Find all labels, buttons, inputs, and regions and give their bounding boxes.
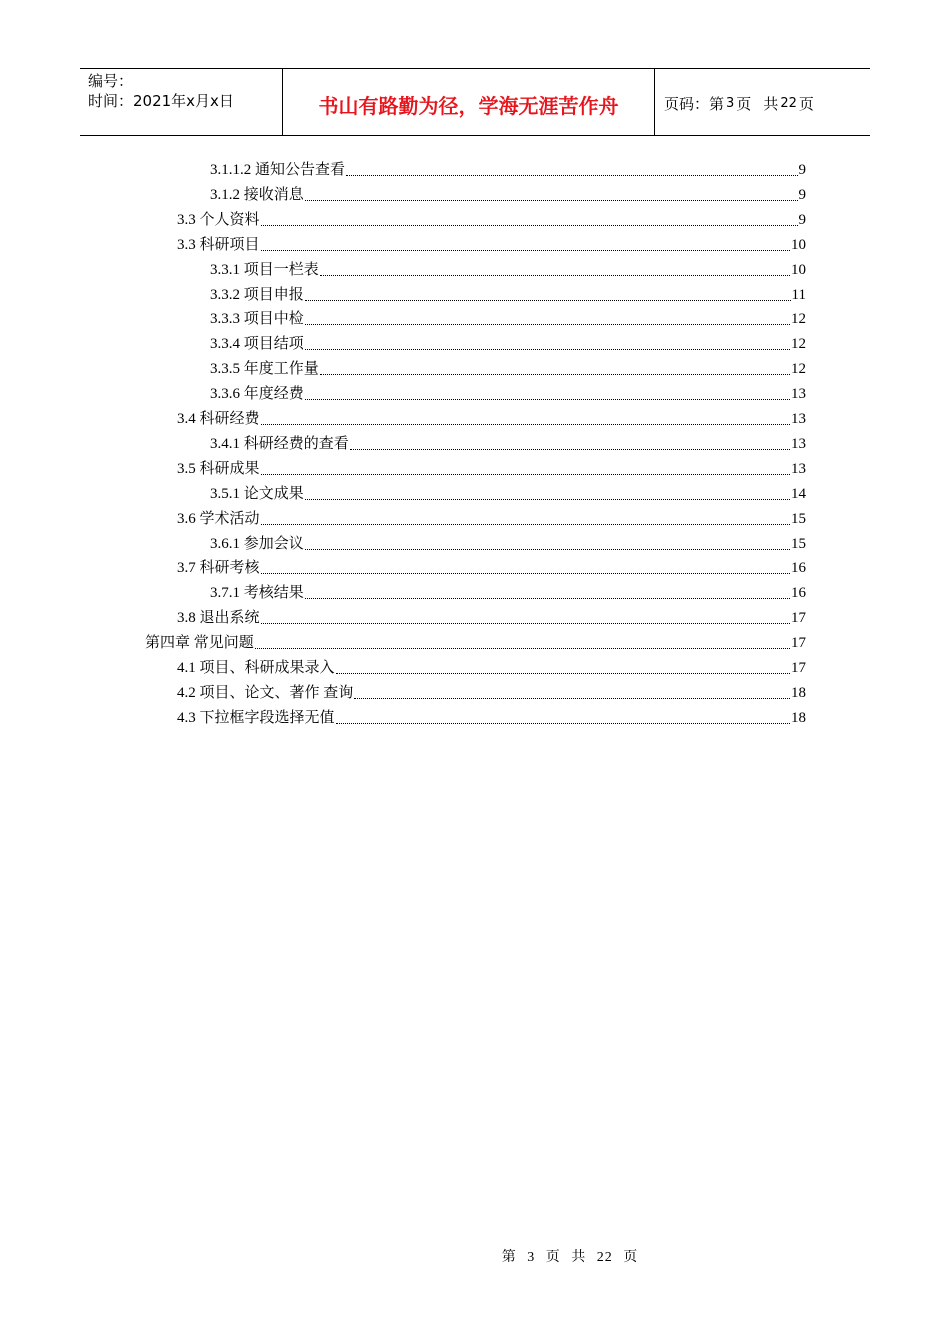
footer-prefix: 第 bbox=[501, 1250, 517, 1265]
toc-entry[interactable] bbox=[210, 532, 806, 557]
toc-entry-label: 3.3 科研项目 bbox=[177, 236, 260, 253]
footer-total: 22 bbox=[596, 1250, 613, 1265]
toc-entry-page: 13 bbox=[791, 411, 806, 427]
number-label: 编号： bbox=[88, 72, 134, 90]
toc-entry-label: 3.3.4 项目结项 bbox=[210, 336, 304, 353]
toc-entry-label: 3.4 科研经费 bbox=[177, 411, 260, 427]
toc-entry-page: 18 bbox=[791, 709, 806, 726]
toc-leader-dots bbox=[305, 382, 790, 400]
header-page-total-unit: 页 bbox=[798, 94, 814, 113]
toc-entry[interactable] bbox=[177, 507, 806, 532]
toc-leader-dots bbox=[336, 706, 790, 724]
toc-entry-label: 3.6 学术活动 bbox=[177, 510, 260, 527]
toc-entry-label: 3.1.2 接收消息 bbox=[210, 186, 304, 203]
toc-leader-dots bbox=[305, 482, 790, 500]
toc-leader-dots bbox=[261, 457, 790, 475]
toc-entry[interactable] bbox=[177, 208, 806, 233]
toc-entry-page: 18 bbox=[791, 684, 806, 701]
toc-entry[interactable] bbox=[177, 233, 806, 258]
toc-leader-dots bbox=[305, 283, 791, 301]
toc-leader-dots bbox=[255, 631, 790, 649]
toc-entry[interactable] bbox=[177, 656, 806, 681]
toc-entry-page: 12 bbox=[791, 311, 806, 328]
time-label: 时间：2021年x月x日 bbox=[88, 92, 234, 110]
toc-entry-label: 3.3.5 年度工作量 bbox=[210, 361, 319, 378]
toc-leader-dots bbox=[354, 681, 790, 699]
toc-leader-dots bbox=[346, 158, 797, 176]
toc-entry-page: 13 bbox=[791, 435, 806, 452]
toc-entry[interactable] bbox=[210, 258, 806, 283]
toc-entry-label: 4.2 项目、论文、著作 查询 bbox=[177, 684, 354, 701]
header-page-current: 3 bbox=[726, 95, 735, 111]
toc-entry-label: 3.3.3 项目中检 bbox=[210, 311, 304, 328]
toc-entry-label: 3.7 科研考核 bbox=[177, 560, 260, 577]
toc-entry-label: 3.3 个人资料 bbox=[177, 211, 260, 228]
toc-entry-page: 11 bbox=[791, 286, 806, 303]
toc-entry-page: 16 bbox=[791, 560, 806, 577]
toc-entry-label: 3.4.1 科研经费的查看 bbox=[210, 435, 349, 452]
toc-entry[interactable] bbox=[210, 357, 806, 382]
toc-entry-label: 3.1.1.2 通知公告查看 bbox=[210, 162, 346, 178]
footer-total-unit: 页 bbox=[623, 1250, 639, 1265]
toc-entry-page: 13 bbox=[791, 460, 806, 477]
toc-entry-page: 15 bbox=[791, 510, 806, 527]
toc-entry[interactable] bbox=[177, 556, 806, 581]
toc-leader-dots bbox=[261, 208, 798, 226]
toc-leader-dots bbox=[305, 581, 790, 599]
toc-entry-label: 3.6.1 参加会议 bbox=[210, 535, 304, 552]
toc-leader-dots bbox=[336, 656, 790, 674]
toc-entry-label: 3.3.6 年度经费 bbox=[210, 386, 304, 403]
toc-entry[interactable] bbox=[210, 307, 806, 332]
toc-leader-dots bbox=[305, 183, 798, 201]
toc-entry-page: 13 bbox=[791, 386, 806, 403]
toc-entry-label: 第四章 常见问题 bbox=[145, 635, 254, 652]
toc-entry[interactable] bbox=[210, 283, 806, 308]
toc-entry-page: 9 bbox=[798, 162, 806, 178]
toc-leader-dots bbox=[261, 407, 790, 425]
toc-entry-page: 10 bbox=[791, 261, 806, 278]
toc-entry[interactable] bbox=[210, 432, 806, 457]
toc-entry[interactable] bbox=[210, 382, 806, 407]
footer-unit: 页 bbox=[545, 1250, 561, 1265]
toc-entry-page: 12 bbox=[791, 361, 806, 378]
footer-total-prefix: 共 bbox=[571, 1250, 587, 1265]
toc-entry-page: 9 bbox=[798, 211, 806, 228]
toc-entry[interactable] bbox=[177, 457, 806, 482]
toc-leader-dots bbox=[305, 307, 790, 325]
toc-entry-label: 4.3 下拉框字段选择无值 bbox=[177, 709, 335, 726]
header-meta bbox=[80, 69, 282, 135]
toc-entry-label: 3.7.1 考核结果 bbox=[210, 585, 304, 602]
header-page-total: 22 bbox=[780, 95, 797, 111]
header-page-total-label: 共 bbox=[763, 94, 779, 113]
toc-leader-dots bbox=[305, 332, 790, 350]
page-footer bbox=[0, 1246, 950, 1266]
page-header bbox=[80, 68, 870, 136]
toc-entry-page: 17 bbox=[791, 660, 806, 676]
toc-entry[interactable] bbox=[177, 706, 806, 731]
toc-entry[interactable] bbox=[210, 183, 806, 208]
toc-entry-page: 16 bbox=[791, 585, 806, 602]
header-page-unit: 页 bbox=[736, 94, 752, 113]
header-page-info bbox=[655, 69, 870, 135]
toc-leader-dots bbox=[305, 532, 790, 550]
toc-entry-label: 3.5 科研成果 bbox=[177, 460, 260, 477]
toc-entry-label: 3.5.1 论文成果 bbox=[210, 485, 304, 502]
toc-entry-page: 14 bbox=[791, 485, 806, 502]
toc-leader-dots bbox=[261, 606, 790, 624]
toc-entry[interactable] bbox=[210, 332, 806, 357]
toc-entry-page: 12 bbox=[791, 336, 806, 353]
header-motto: 书山有路勤为径，学海无涯苦作舟 bbox=[282, 69, 655, 135]
toc-leader-dots bbox=[261, 233, 790, 251]
header-page-label: 页码：第 bbox=[664, 94, 725, 113]
toc-entry[interactable] bbox=[145, 631, 806, 656]
toc-entry[interactable] bbox=[177, 681, 806, 706]
toc-entry-label: 3.8 退出系统 bbox=[177, 610, 260, 627]
toc-entry[interactable] bbox=[177, 407, 806, 432]
toc-leader-dots bbox=[261, 507, 790, 525]
toc-leader-dots bbox=[261, 556, 790, 574]
toc-entry-page: 15 bbox=[791, 535, 806, 552]
toc-entry-label: 4.1 项目、科研成果录入 bbox=[177, 660, 335, 676]
toc-entry-page: 17 bbox=[791, 635, 806, 652]
toc-entry[interactable] bbox=[210, 158, 806, 183]
footer-current: 3 bbox=[527, 1250, 536, 1265]
toc-entry-label: 3.3.1 项目一栏表 bbox=[210, 261, 319, 278]
toc-entry-page: 17 bbox=[791, 610, 806, 627]
toc-leader-dots bbox=[320, 258, 790, 276]
toc-leader-dots bbox=[350, 432, 790, 450]
toc-entry[interactable] bbox=[210, 482, 806, 507]
toc-leader-dots bbox=[320, 357, 790, 375]
toc-entry-label: 3.3.2 项目申报 bbox=[210, 286, 304, 303]
toc-entry-page: 9 bbox=[798, 186, 806, 203]
toc-entry[interactable] bbox=[177, 606, 806, 631]
toc-entry[interactable] bbox=[210, 581, 806, 606]
toc-entry-page: 10 bbox=[791, 236, 806, 253]
